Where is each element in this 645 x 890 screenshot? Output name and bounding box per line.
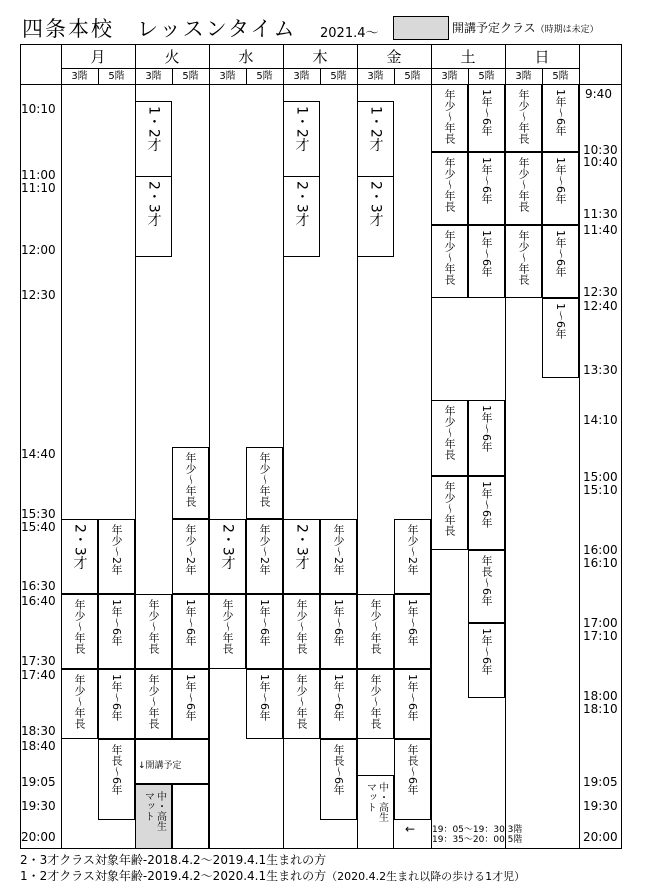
class-cell (468, 152, 505, 225)
class-cell (98, 739, 135, 820)
legend-note: （時期は未定） (535, 25, 599, 35)
time-right: 13:30 (583, 363, 618, 377)
time-right: 14:10 (583, 413, 618, 427)
class-label: 1年～6年 (480, 481, 493, 528)
class-cell (357, 594, 394, 669)
legend-label (452, 19, 599, 36)
class-cell (320, 519, 357, 594)
class-label: 1・2才 (145, 106, 162, 152)
time-left: 14:40 (21, 447, 56, 461)
class-cell (431, 400, 468, 476)
time-right: 17:10 (583, 629, 618, 643)
time-right: 19:05 (583, 775, 618, 789)
column-divider (579, 44, 580, 849)
class-label: 年長～6年 (332, 744, 345, 795)
class-label: 年少～年長 (517, 89, 530, 144)
time-left: 12:00 (21, 243, 56, 257)
floor-label: 3階 (515, 71, 532, 82)
class-cell (394, 669, 431, 739)
sat-note: 19：35～20：00 5階 (432, 835, 523, 845)
start-date: 2021.4～ (320, 26, 379, 41)
floor-label: 5階 (108, 71, 125, 82)
class-cell (172, 447, 209, 519)
class-label: 1・2才 (367, 106, 384, 152)
sat-note: 19：05～19：30 3階 (432, 825, 523, 835)
class-label: マット (142, 791, 154, 821)
class-cell (542, 298, 579, 378)
class-cell (283, 669, 320, 739)
class-label: 年少～年長 (369, 599, 382, 654)
footer-line-2 (20, 867, 525, 884)
class-label: 2・3才 (71, 524, 88, 570)
class-label: 1年～6年 (332, 674, 345, 721)
class-cell (135, 176, 172, 257)
class-cell (468, 550, 505, 623)
time-left: 18:40 (21, 739, 56, 753)
footer-line-2-text: 1・2才クラス対象年齢-2019.4.2～2020.4.1生まれの方 (20, 869, 327, 883)
class-cell (394, 519, 431, 594)
class-cell (172, 594, 209, 669)
class-label: 1年～6年 (480, 628, 493, 675)
class-cell (98, 519, 135, 594)
class-label: 年長～6年 (406, 744, 419, 795)
class-cell (209, 519, 246, 594)
time-right: 16:10 (583, 556, 618, 570)
class-cell (246, 519, 283, 594)
class-label: 年少～年長 (147, 599, 160, 654)
class-cell (468, 476, 505, 550)
planned-label: ↓開講予定 (138, 761, 182, 771)
floor-label: 3階 (219, 71, 236, 82)
class-label: 1年～6年 (554, 157, 567, 204)
footer-line-2-note: （2020.4.2生まれ以降の歩ける1才児） (326, 870, 526, 883)
class-label: 年少～年長 (295, 599, 308, 654)
class-label: 1年～6年 (258, 599, 271, 646)
class-label: 1年～6年 (184, 599, 197, 646)
time-right: 20:00 (583, 830, 618, 844)
class-label: 1年～6年 (480, 405, 493, 452)
class-label: マット (364, 782, 376, 812)
class-label: 年少～2年 (184, 524, 197, 575)
floor-label: 5階 (404, 71, 421, 82)
class-label: 年少～年長 (517, 230, 530, 285)
time-left: 11:10 (21, 181, 56, 195)
planned-area (135, 739, 209, 784)
class-label: 1年～6年 (406, 599, 419, 646)
class-label: 1年～6年 (554, 230, 567, 277)
time-right: 12:30 (583, 285, 618, 299)
class-cell (357, 775, 394, 849)
class-cell (357, 101, 394, 177)
class-label: 年少～年長 (517, 157, 530, 212)
class-cell (320, 594, 357, 669)
class-cell (135, 101, 172, 177)
planned-class-cell (135, 784, 172, 849)
class-cell (98, 669, 135, 739)
class-cell (320, 669, 357, 739)
time-right: 15:10 (583, 483, 618, 497)
class-label: 1・2才 (293, 106, 310, 152)
class-label: 中・高生 (376, 782, 388, 822)
class-label: 2・3才 (293, 181, 310, 227)
time-left: 16:30 (21, 579, 56, 593)
class-label: 1年～6年 (184, 674, 197, 721)
class-cell (246, 594, 283, 669)
floor-label: 5階 (478, 71, 495, 82)
time-right: 9:40 (585, 87, 612, 101)
legend-swatch (393, 16, 449, 40)
left-arrow-icon: ← (405, 822, 416, 836)
time-right: 19:30 (583, 799, 618, 813)
class-label: 年長～6年 (110, 744, 123, 795)
class-cell (320, 739, 357, 820)
time-right: 12:40 (583, 299, 618, 313)
class-cell (394, 594, 431, 669)
time-left: 10:10 (21, 102, 56, 116)
time-left: 15:40 (21, 520, 56, 534)
class-label: 1年～6年 (480, 157, 493, 204)
class-cell (246, 669, 283, 739)
class-cell (431, 225, 468, 298)
page-title: 四条本校 レッスンタイム (22, 17, 297, 41)
class-cell (61, 594, 98, 669)
class-label: 1年～6年 (406, 674, 419, 721)
class-cell (61, 669, 98, 739)
time-left: 20:00 (21, 830, 56, 844)
class-cell (431, 476, 468, 550)
floor-label: 3階 (71, 71, 88, 82)
class-cell (431, 84, 468, 152)
class-cell (468, 623, 505, 698)
time-right: 10:30 (583, 143, 618, 157)
class-cell (283, 519, 320, 594)
class-cell (542, 225, 579, 298)
class-cell (283, 594, 320, 669)
class-label: 年少～年長 (221, 599, 234, 654)
floor-label: 5階 (256, 71, 273, 82)
time-right: 11:40 (583, 223, 618, 237)
class-cell (505, 225, 542, 298)
time-right: 15:00 (583, 470, 618, 484)
time-right: 10:40 (583, 155, 618, 169)
time-right: 17:00 (583, 616, 618, 630)
day-tue: 火 (164, 48, 180, 66)
class-label: 年少～年長 (295, 674, 308, 729)
time-right: 11:30 (583, 207, 618, 221)
class-label: 年少～年長 (443, 230, 456, 285)
floor-label: 3階 (145, 71, 162, 82)
time-left: 15:30 (21, 507, 56, 521)
class-cell (246, 447, 283, 519)
time-right: 18:10 (583, 702, 618, 716)
class-cell (283, 176, 320, 257)
day-thu: 木 (312, 48, 328, 66)
class-label: 年少～2年 (406, 524, 419, 575)
class-cell (209, 594, 246, 669)
class-label: 年少～年長 (184, 452, 197, 507)
floor-label: 3階 (293, 71, 310, 82)
class-label: 1年～6年 (332, 599, 345, 646)
class-label: 年少～年長 (147, 674, 160, 729)
floor-label: 3階 (367, 71, 384, 82)
class-cell (135, 669, 172, 739)
floor-label: 5階 (182, 71, 199, 82)
class-label: 年少～年長 (369, 674, 382, 729)
time-left: 12:30 (21, 288, 56, 302)
time-left: 11:00 (21, 168, 56, 182)
day-wed: 水 (238, 48, 254, 66)
class-label: 年少～2年 (258, 524, 271, 575)
floor-label: 3階 (441, 71, 458, 82)
time-left: 16:40 (21, 594, 56, 608)
class-label: 2・3才 (145, 181, 162, 227)
class-cell (135, 594, 172, 669)
class-cell (542, 84, 579, 152)
class-label: 年少～年長 (443, 157, 456, 212)
legend-label-text: 開講予定クラス (452, 21, 536, 35)
time-left: 19:05 (21, 775, 56, 789)
class-label: 年少～年長 (73, 674, 86, 729)
class-label: 年少～2年 (332, 524, 345, 575)
class-cell (357, 669, 394, 739)
class-label: 1年～6年 (480, 230, 493, 277)
class-label: 1年～6年 (554, 89, 567, 136)
time-left: 17:40 (21, 668, 56, 682)
class-label: 年長～6年 (480, 555, 493, 606)
class-label: 1年～6年 (258, 674, 271, 721)
class-label: 2・3才 (293, 524, 310, 570)
class-cell (283, 101, 320, 177)
day-fri: 金 (386, 48, 402, 66)
class-label: 1年～6年 (110, 674, 123, 721)
time-left: 19:30 (21, 799, 56, 813)
class-label: 中・高生 (154, 791, 166, 831)
class-cell (394, 739, 431, 820)
floor-label: 5階 (552, 71, 569, 82)
class-cell (505, 84, 542, 152)
class-cell (98, 594, 135, 669)
class-label: 年少～年長 (443, 405, 456, 460)
time-right: 18:00 (583, 689, 618, 703)
class-cell (468, 400, 505, 476)
class-label: 年少～年長 (443, 89, 456, 144)
class-cell (61, 519, 98, 594)
class-cell (431, 152, 468, 225)
class-label: 年少～年長 (258, 452, 271, 507)
day-sun: 日 (534, 48, 550, 66)
class-cell (468, 225, 505, 298)
time-right: 16:00 (583, 543, 618, 557)
class-cell (172, 519, 209, 594)
class-cell (542, 152, 579, 225)
time-left: 18:30 (21, 724, 56, 738)
day-sat: 土 (460, 48, 476, 66)
floor-label: 5階 (330, 71, 347, 82)
empty-cell (172, 784, 209, 849)
class-label: 1年～6年 (110, 599, 123, 646)
time-left: 17:30 (21, 654, 56, 668)
day-mon: 月 (90, 48, 106, 66)
class-label: 年少～年長 (73, 599, 86, 654)
class-cell (357, 176, 394, 257)
class-label: 2・3才 (219, 524, 236, 570)
class-label: 年少～年長 (443, 481, 456, 536)
footer-line-1: 2・3才クラス対象年齢-2018.4.2～2019.4.1生まれの方 (20, 853, 327, 867)
class-cell (468, 84, 505, 152)
class-cell (505, 152, 542, 225)
class-label: 1～6年 (554, 303, 567, 339)
column-divider (209, 44, 210, 849)
class-cell (172, 669, 209, 739)
class-label: 2・3才 (367, 181, 384, 227)
class-label: 1年～6年 (480, 89, 493, 136)
class-label: 年少～2年 (110, 524, 123, 575)
